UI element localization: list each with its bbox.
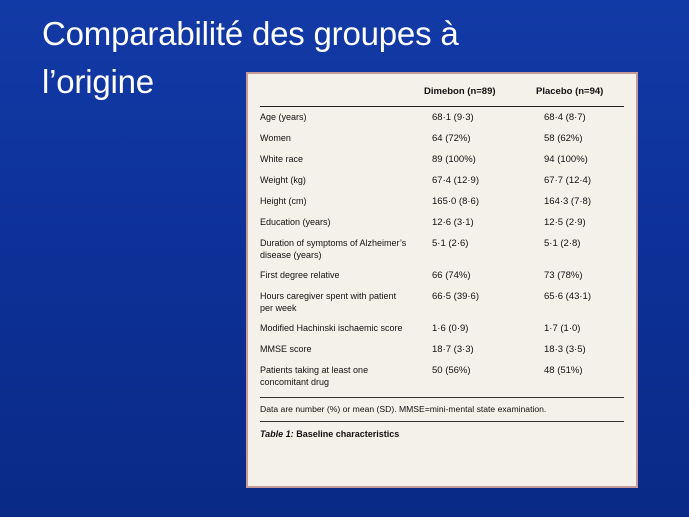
row-label: Patients taking at least one concomitant drug (260, 365, 369, 387)
placebo-value: 164·3 (7·8) (544, 196, 591, 207)
table-row (260, 154, 624, 166)
dimebon-value: 1·6 (0·9) (432, 323, 469, 334)
dimebon-value: 64 (72%) (432, 133, 471, 144)
table-header (260, 82, 624, 100)
placebo-value: 68·4 (8·7) (544, 112, 586, 123)
table-body (260, 107, 624, 388)
table-row (260, 217, 624, 229)
dimebon-value: 165·0 (8·6) (432, 196, 479, 207)
placebo-value: 73 (78%) (544, 270, 583, 281)
dimebon-value: 12·6 (3·1) (432, 217, 474, 228)
caption-text: Baseline characteristics (293, 429, 400, 439)
placebo-value: 65·6 (43·1) (544, 291, 591, 302)
table-row (260, 344, 624, 356)
placebo-value: 12·5 (2·9) (544, 217, 586, 228)
placebo-value: 1·7 (1·0) (544, 323, 581, 334)
row-label: First degree relative (260, 270, 340, 280)
table-row (260, 196, 624, 208)
baseline-table-image (246, 72, 638, 488)
row-label: Weight (kg) (260, 175, 306, 185)
row-label: Education (years) (260, 217, 331, 227)
table-footnote: Data are number (%) or mean (SD). MMSE=mini-mental state examination. (260, 404, 547, 414)
dimebon-value: 68·1 (9·3) (432, 112, 474, 123)
table-row (260, 133, 624, 145)
placebo-value: 18·3 (3·5) (544, 344, 586, 355)
table-row (260, 323, 624, 335)
dimebon-value: 67·4 (12·9) (432, 175, 479, 186)
slide-title-line-1: Comparabilité des groupes à (42, 15, 459, 52)
row-label: Height (cm) (260, 196, 307, 206)
row-label: White race (260, 154, 304, 164)
dimebon-value: 89 (100%) (432, 154, 476, 165)
dimebon-value: 66·5 (39·6) (432, 291, 479, 302)
placebo-value: 5·1 (2·8) (544, 238, 581, 249)
table-row (260, 365, 624, 388)
table-row (260, 238, 624, 261)
dimebon-value: 66 (74%) (432, 270, 471, 281)
row-label: Age (years) (260, 112, 307, 122)
row-label: MMSE score (260, 344, 312, 354)
dimebon-value: 18·7 (3·3) (432, 344, 474, 355)
column-header-placebo: Placebo (n=94) (536, 86, 604, 97)
row-label: Women (260, 133, 291, 143)
table-row (260, 270, 624, 282)
baseline-table (260, 82, 624, 439)
placebo-value: 94 (100%) (544, 154, 588, 165)
table-row (260, 112, 624, 124)
dimebon-value: 5·1 (2·6) (432, 238, 469, 249)
column-header-dimebon: Dimebon (n=89) (424, 86, 496, 97)
table-caption (260, 422, 624, 439)
placebo-value: 58 (62%) (544, 133, 583, 144)
table-row (260, 175, 624, 187)
row-label: Modified Hachinski ischaemic score (260, 323, 403, 333)
placebo-value: 67·7 (12·4) (544, 175, 591, 186)
caption-label: Table 1: (260, 429, 294, 439)
table-row (260, 291, 624, 314)
row-label: Duration of symptoms of Alzheimer’s disease (years) (260, 238, 407, 260)
placebo-value: 48 (51%) (544, 365, 583, 376)
row-label: Hours caregiver spent with patient per week (260, 291, 397, 313)
slide-title-line-2: l’origine (42, 63, 154, 100)
dimebon-value: 50 (56%) (432, 365, 471, 376)
